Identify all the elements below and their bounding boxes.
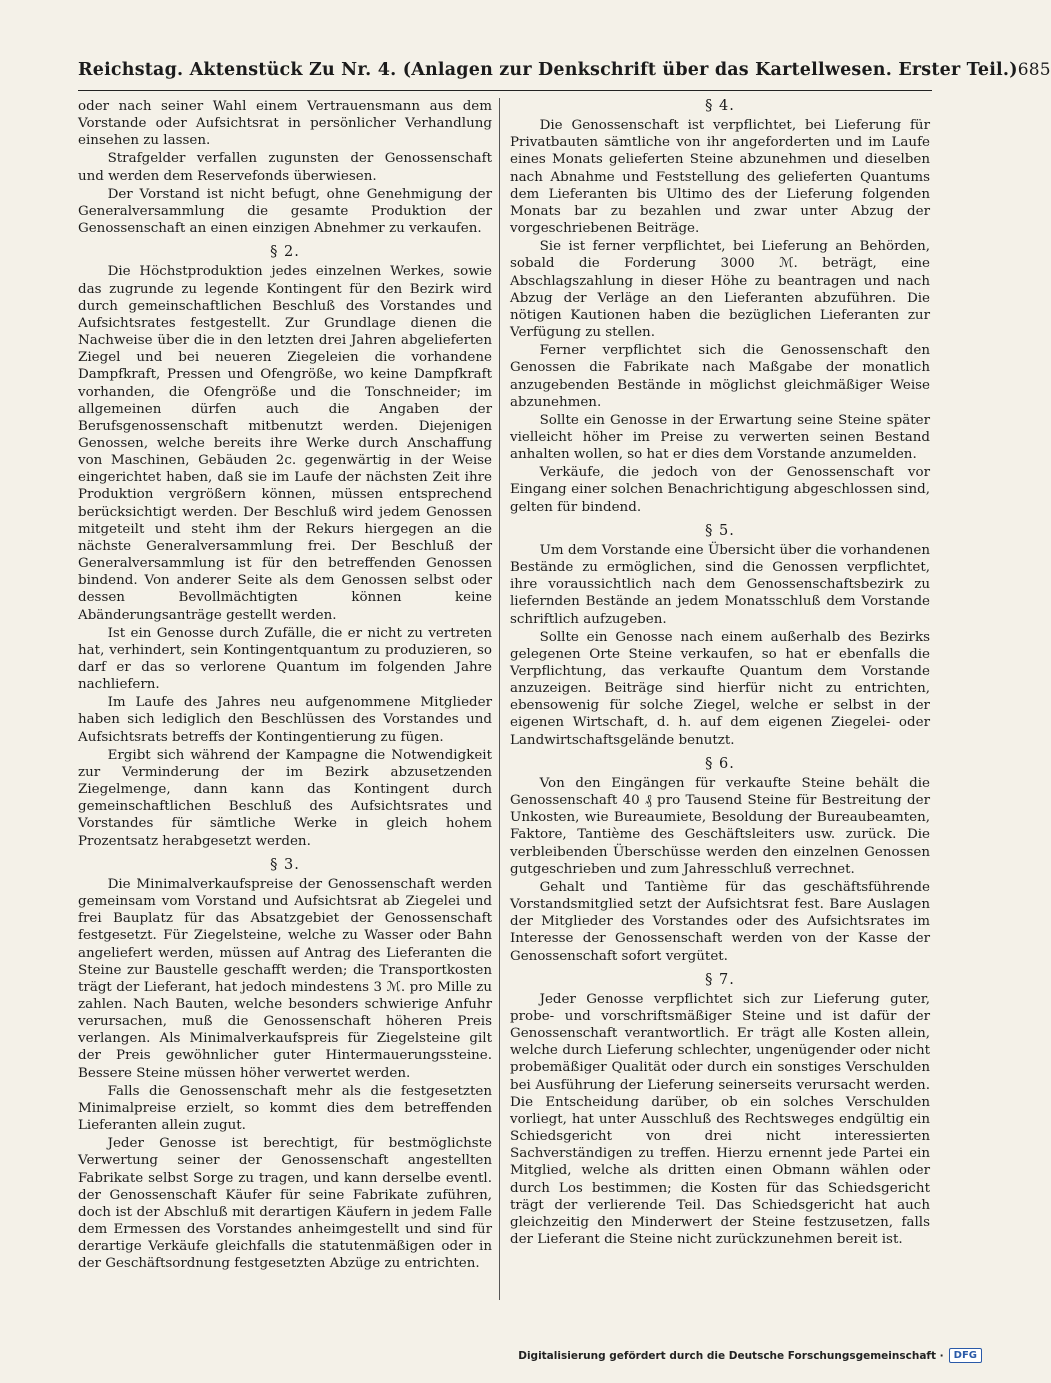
paragraph: Der Vorstand ist nicht befugt, ohne Genehmigung der Generalversammlung die gesamte Produktion der Genossenschaft an einen einzigen Abnehmer zu verkaufen. — [78, 186, 492, 237]
paragraph: Jeder Genosse verpflichtet sich zur Lieferung guter, probe- und vorschriftsmäßiger Steine und ist dafür der Genossenschaft verantwortlich. Er trägt alle Kosten allein, welche durch Lieferung schlechter, ungenügender oder nicht probemäßiger Qualität oder durch ein sonstiges Verschulden bei Ausführung der Lieferung seinerseits verursacht werden. Die Entscheidung darüber, ob ein solches Verschulden vorliegt, hat unter Ausschluß des Rechtsweges endgültig ein Schiedsgericht von drei nicht interessierten Sachverständigen zu treffen. Hierzu ernennt jede Partei ein Mitglied, welche als dritten einen Obmann wählen oder durch Los bestimmen; die Kosten für das Schiedsgericht trägt der verlierende Teil. Das Schiedsgericht hat auch gleichzeitig den Minderwert der Steine festzusetzen, falls der Lieferant die Steine nicht zurückzunehmen bereit ist. — [510, 991, 930, 1247]
paragraph: Verkäufe, die jedoch von der Genossenschaft vor Eingang einer solchen Benachrichtigung abgeschlossen sind, gelten für bindend. — [510, 465, 930, 515]
paragraph: Die Höchstproduktion jedes einzelnen Werkes, sowie das zugrunde zu legende Kontingent für den Bezirk wird durch gemeinschaftlichen Beschluß des Vorstandes und Aufsichtsrates festgestellt. Zur Grundlage dienen die Nachweise über die in den letzten drei Jahren abgelieferten Ziegel und bei neueren Ziegeleien die vorhandene Dampfkraft, Pressen und Ofengröße, wo keine Dampfkraft vorhanden, die Ofengröße und die Tonschneider; im allgemeinen dürfen auch die Angaben der Berufsgenossenschaft mitbenutzt werden. Diejenigen Genossen, welche bereits ihre Werke durch Anschaffung von Maschinen, Gebäuden 2c. gegenwärtig in der Weise eingerichtet haben, daß sie im Laufe der nächsten Zeit ihre Produktion vergrößern können, müssen entsprechend berücksichtigt werden. Der Beschluß wird jedem Genossen mitgeteilt und steht ihm der Rekurs hiergegen an die nächste Generalversammlung frei. Der Beschluß der Generalversammlung ist für den betreffenden Genossen bindend. Von anderer Seite als dem Genossen selbst oder dessen Bevollmächtigten können keine Abänderungsanträge gestellt werden. — [78, 264, 492, 623]
column-divider — [499, 98, 500, 1300]
paragraph: Ergibt sich während der Kampagne die Notwendigkeit zur Verminderung der im Bezirk abzusetzenden Ziegelmenge, dann kann das Kontingent durch gemeinschaftlichen Beschluß des Aufsichtsrates und Vorstandes für sämtliche Werke in gleich hohem Prozentsatz herabgesetzt werden. — [78, 747, 492, 849]
paragraph: Die Minimalverkaufspreise der Genossenschaft werden gemeinsam vom Vorstand und Aufsichtsrat ab Ziegelei und frei Bauplatz für das Absatzgebiet der Genossenschaft festgesetzt. Für Ziegelsteine, welche zu Wasser oder Bahn angeliefert werden, müssen auf Antrag des Lieferanten die Steine zur Baustelle geschafft werden; die Transportkosten trägt der Lieferant, hat jedoch mindestens 3 ℳ. pro Mille zu zahlen. Nach Bauten, welche besonders schwierige Anfuhr verursachen, muß die Genossenschaft höheren Preis verlangen. Als Minimalverkaufspreis für Ziegelsteine gilt der Preis gewöhnlicher guter Hintermauerungssteine. Bessere Steine müssen höher verwertet werden. — [78, 876, 492, 1081]
credit-text: Digitalisierung gefördert durch die Deutsche Forschungsgemeinschaft · — [518, 1349, 944, 1362]
page-number: 685 — [1017, 60, 1051, 80]
section-heading-7: § 7. — [705, 971, 735, 988]
paragraph: oder nach seiner Wahl einem Vertrauensmann aus dem Vorstande oder Aufsichtsrat in persönlicher Verhandlung einsehen zu lassen. — [78, 99, 492, 149]
paragraph: Um dem Vorstande eine Übersicht über die vorhandenen Bestände zu ermöglichen, sind die Genossen verpflichtet, ihre voraussichtlich nach dem Genossenschaftsbezirk zu liefernden Bestände an jedem Monatsschluß dem Vorstande schriftlich aufzugeben. — [510, 542, 930, 627]
paragraph: Sollte ein Genosse in der Erwartung seine Steine später vielleicht höher im Preise zu verwerten seinen Bestand anhalten wollen, so hat er dies dem Vorstande anzumelden. — [510, 412, 930, 463]
paragraph: Im Laufe des Jahres neu aufgenommene Mitglieder haben sich lediglich den Beschlüssen des Vorstandes und Aufsichtsrats betreffs der Kontingentierung zu fügen. — [78, 695, 492, 745]
section-heading-4: § 4. — [705, 98, 735, 114]
paragraph: Jeder Genosse ist berechtigt, für bestmöglichste Verwertung seiner der Genossenschaft angestellten Fabrikate selbst Sorge zu tragen, und kann derselbe eventl. der Genossenschaft Käufer für seine Fabrikate zuführen, doch ist der Abschluß mit derartigen Käufern in jedem Falle dem Ermessen des Vorstandes anheimgestellt und sind für derartige Verkäufe gleichfalls die statutenmäßigen oder in der Geschäftsordnung festgesetzten Abzüge zu entrichten. — [78, 1136, 492, 1272]
section-heading-5: § 5. — [705, 522, 735, 539]
paragraph: Sollte ein Genosse nach einem außerhalb des Bezirks gelegenen Orte Steine verkaufen, so hat er ebenfalls die Verpflichtung, das verkaufte Quantum dem Vorstande anzuzeigen. Beiträge sind hierfür nicht zu entrichten, ebensowenig für solche Ziegel, welche er selbst in der eigenen Wirtschaft, d. h. auf dem eigenen Ziegelei- oder Landwirtschaftsgelände benutzt. — [510, 629, 930, 748]
page-header-title: Reichstag. Aktenstück Zu Nr. 4. (Anlagen zur Denkschrift über das Kartellwesen. Erster Teil.) — [78, 60, 1018, 80]
section-heading-3: § 3. — [270, 856, 300, 873]
paragraph: Von den Eingängen für verkaufte Steine behält die Genossenschaft 40 ₰ pro Tausend Steine für Bestreitung der Unkosten, wie Bureaumiete, Besoldung der Bureaubeamten, Faktore, Tantième des Geschäftsleiters usw. zurück. Die verbleibenden Überschüsse werden den einzelnen Genossen gutgeschrieben und zum Jahresschluß verrechnet. — [510, 775, 930, 877]
digitization-credit — [518, 1348, 982, 1363]
paragraph: Falls die Genossenschaft mehr als die festgesetzten Minimalpreise erzielt, so kommt dies dem betreffenden Lieferanten allein zugut. — [78, 1083, 492, 1134]
right-column — [510, 98, 930, 1249]
section-heading-6: § 6. — [705, 755, 735, 772]
paragraph: Gehalt und Tantième für das geschäftsführende Vorstandsmitglied setzt der Aufsichtsrat fest. Bare Auslagen der Mitglieder des Vorstandes oder des Aufsichtsrates im Interesse der Genossenschaft werden von der Kasse der Genossenschaft sofort vergütet. — [510, 879, 930, 964]
paragraph: Ist ein Genosse durch Zufälle, die er nicht zu vertreten hat, verhindert, sein Kontingentquantum zu produzieren, so darf er das so verlorene Quantum im folgenden Jahre nachliefern. — [78, 625, 492, 693]
left-column — [78, 98, 492, 1273]
section-heading-2: § 2. — [270, 244, 300, 261]
paragraph: Ferner verpflichtet sich die Genossenschaft den Genossen die Fabrikate nach Maßgabe der monatlich anzugebenden Bestände in möglichst gleichmäßiger Weise abzunehmen. — [510, 343, 930, 410]
paragraph: Die Genossenschaft ist verpflichtet, bei Lieferung für Privatbauten sämtliche von ihr angeforderten und im Laufe eines Monats gelieferten Steine abzunehmen und dieselben nach Abnahme und Feststellung des gelieferten Quantums dem Lieferanten bis Ultimo des der Lieferung folgenden Monats bar zu bezahlen und zwar unter Abzug der vorgeschriebenen Beiträge. — [510, 118, 930, 237]
paragraph: Strafgelder verfallen zugunsten der Genossenschaft und werden dem Reservefonds überwiesen. — [78, 151, 492, 184]
dfg-logo: DFG — [949, 1348, 982, 1363]
paragraph: Sie ist ferner verpflichtet, bei Lieferung an Behörden, sobald die Forderung 3000 ℳ. beträgt, eine Abschlagszahlung in dieser Höhe zu beantragen und nach Abzug der Verläge an den Lieferanten abzuführen. Die nötigen Kautionen haben die bezüglichen Lieferanten zur Verfügung zu stellen. — [510, 239, 930, 341]
page-header — [78, 60, 1051, 91]
